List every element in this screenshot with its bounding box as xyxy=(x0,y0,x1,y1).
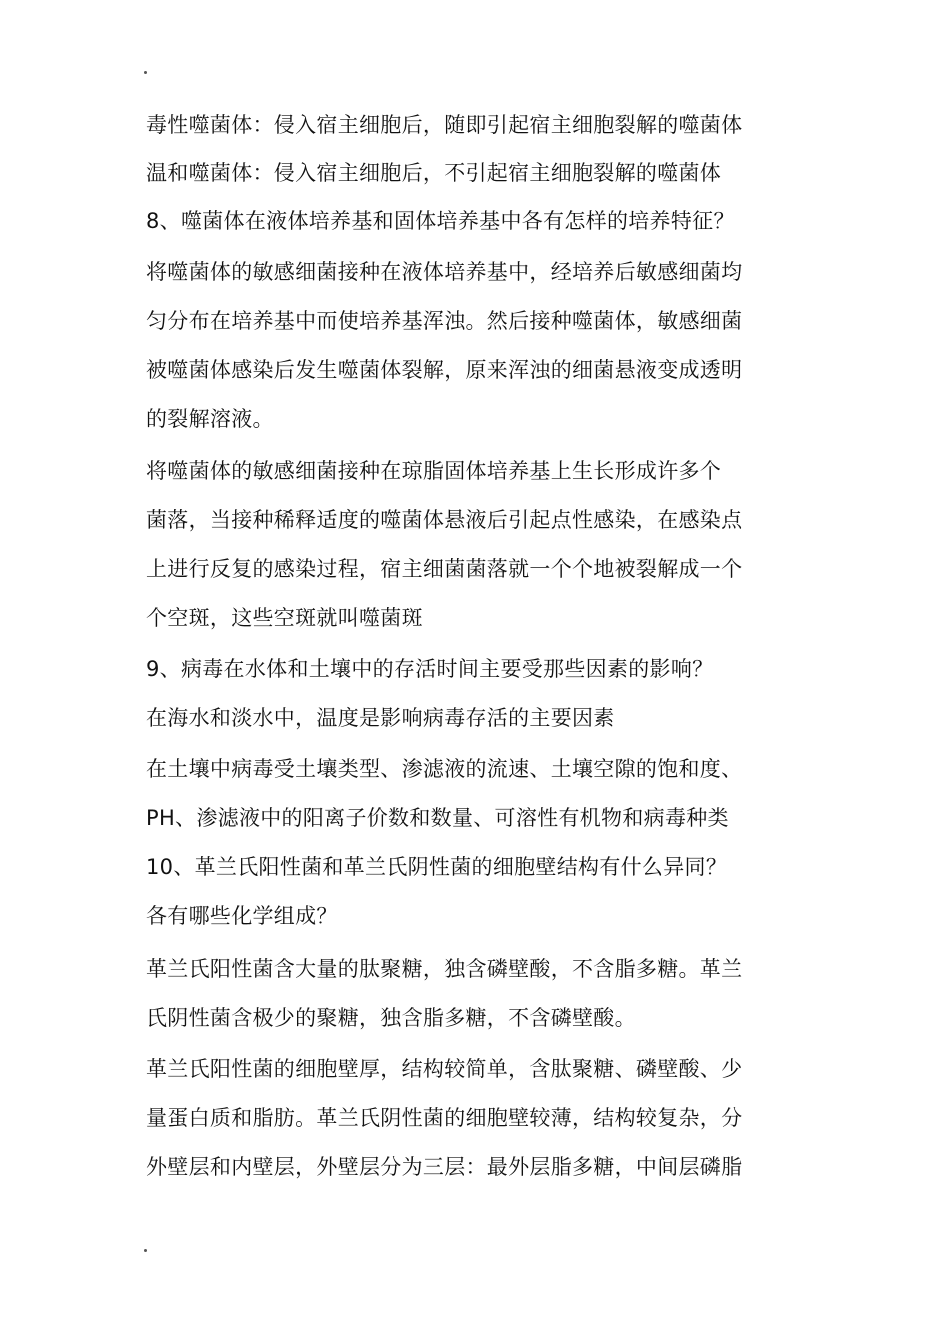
text-line-4: 将噬菌体的敏感细菌接种在液体培养基中，经培养后敏感细菌均 xyxy=(146,260,743,284)
text-line-6: 被噬菌体感染后发生噬菌体裂解，原来浑浊的细菌悬液变成透明 xyxy=(146,358,743,382)
text-line-10: 上进行反复的感染过程，宿主细菌菌落就一个个地被裂解成一个 xyxy=(146,557,743,581)
text-line-19: 氏阴性菌含极少的聚糖，独含脂多糖，不含磷壁酸。 xyxy=(146,1006,636,1030)
text-line-22: 外壁层和内壁层，外壁层分为三层：最外层脂多糖，中间层磷脂 xyxy=(146,1155,743,1179)
text-line-2: 温和噬菌体：侵入宿主细胞后，不引起宿主细胞裂解的噬菌体 xyxy=(146,161,722,185)
question-8-heading: 8、噬菌体在液体培养基和固体培养基中各有怎样的培养特征？ xyxy=(146,209,735,233)
text-line-7: 的裂解溶液。 xyxy=(146,407,274,431)
text-line-18: 革兰氏阳性菌含大量的肽聚糖，独含磷壁酸，不含脂多糖。革兰 xyxy=(146,957,743,981)
text-line-13: 在海水和淡水中，温度是影响病毒存活的主要因素 xyxy=(146,706,615,730)
text-line-21: 量蛋白质和脂肪。革兰氏阴性菌的细胞壁较薄，结构较复杂，分 xyxy=(146,1106,743,1130)
text-line-9: 菌落，当接种稀释适度的噬菌体悬液后引起点性感染，在感染点 xyxy=(146,508,743,532)
text-line-20: 革兰氏阳性菌的细胞壁厚，结构较简单，含肽聚糖、磷壁酸、少 xyxy=(146,1057,743,1081)
text-line-11: 个空斑，这些空斑就叫噬菌斑 xyxy=(146,606,423,630)
question-9-heading: 9、病毒在水体和土壤中的存活时间主要受那些因素的影响？ xyxy=(146,657,714,681)
text-line-14: 在土壤中病毒受土壤类型、渗滤液的流速、土壤空隙的饱和度、 xyxy=(146,757,743,781)
text-line-5: 匀分布在培养基中而使培养基浑浊。然后接种噬菌体，敏感细菌 xyxy=(146,309,743,333)
page-marker-top xyxy=(144,71,147,74)
text-line-17: 各有哪些化学组成？ xyxy=(146,904,338,928)
text-line-1: 毒性噬菌体：侵入宿主细胞后，随即引起宿主细胞裂解的噬菌体 xyxy=(146,113,743,137)
text-line-8: 将噬菌体的敏感细菌接种在琼脂固体培养基上生长形成许多个 xyxy=(146,459,722,483)
text-line-15: PH、渗滤液中的阳离子价数和数量、可溶性有机物和病毒种类 xyxy=(146,806,729,830)
page-marker-bottom xyxy=(144,1249,147,1252)
question-10-heading: 10、革兰氏阳性菌和革兰氏阴性菌的细胞壁结构有什么异同？ xyxy=(146,855,728,879)
